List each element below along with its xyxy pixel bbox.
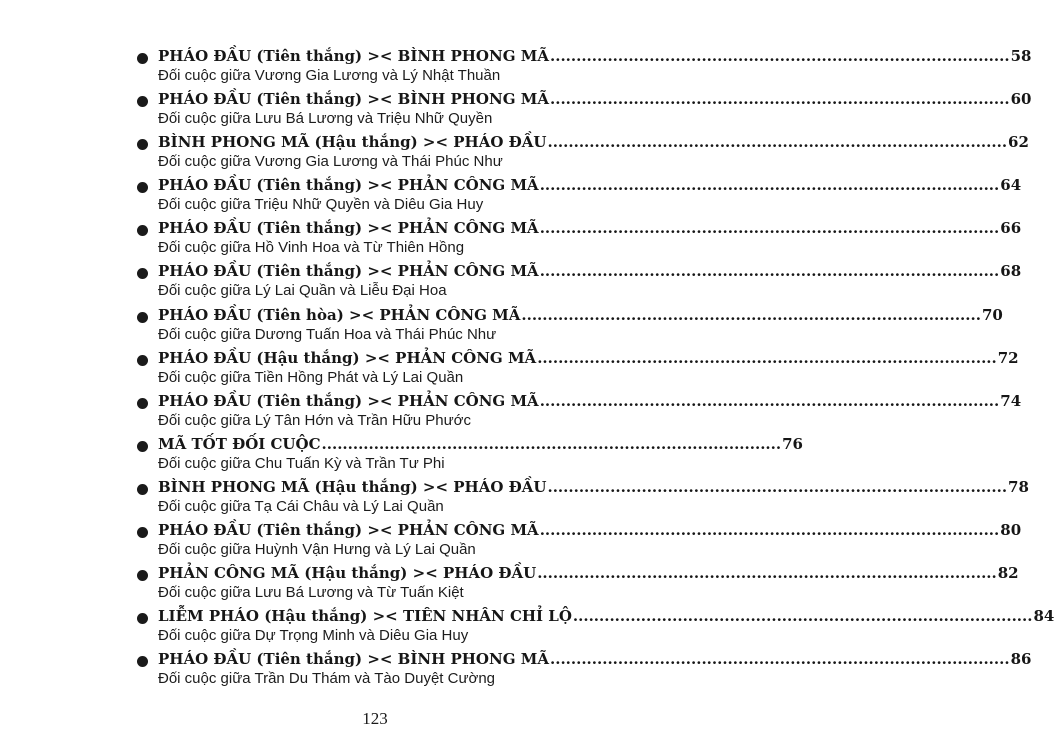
toc-title-line — [158, 259, 1022, 283]
dot-leader: ........................................................................................ — [572, 607, 1033, 626]
toc-entry — [137, 346, 1019, 389]
toc-page-number: 72 — [997, 348, 1019, 367]
table-of-contents — [137, 44, 1054, 690]
bullet-icon — [137, 441, 148, 452]
toc-page-number: 80 — [1000, 521, 1022, 540]
toc-title: PHÁO ĐẦU (Tiên thắng) >< PHẢN CÔNG MÃ — [158, 176, 539, 195]
dot-leader: ........................................................................................ — [550, 650, 1010, 669]
toc-entry — [137, 216, 1022, 259]
dot-leader: ........................................................................................ — [539, 391, 1000, 410]
toc-entry — [137, 518, 1022, 561]
dot-leader: ........................................................................................ — [550, 90, 1010, 109]
toc-title: BÌNH PHONG MÃ (Hậu thắng) >< PHÁO ĐẦU — [158, 477, 547, 496]
bullet-icon — [137, 527, 148, 538]
bullet-icon — [137, 96, 148, 107]
toc-page-number: 82 — [997, 564, 1019, 583]
dot-leader: ........................................................................................ — [537, 348, 997, 367]
dot-leader: ........................................................................................ — [539, 521, 1000, 540]
bullet-icon — [137, 570, 148, 581]
toc-page-number: 86 — [1010, 650, 1032, 669]
toc-entry — [137, 432, 803, 475]
toc-page-number: 60 — [1010, 90, 1032, 109]
page-number: 123 — [362, 709, 388, 728]
toc-match-description: Đối cuộc giữa Lý Tân Hớn và Trần Hữu Phước — [158, 411, 471, 429]
toc-entry — [137, 173, 1022, 216]
dot-leader: ........................................................................................ — [321, 434, 782, 453]
toc-page-number: 64 — [1000, 176, 1022, 195]
toc-page-number: 84 — [1033, 607, 1054, 626]
bullet-icon — [137, 139, 148, 150]
toc-entry — [137, 604, 1054, 647]
toc-match-description: Đối cuộc giữa Dự Trọng Minh và Diêu Gia Huy — [158, 627, 469, 645]
toc-match-description: Đối cuộc giữa Dương Tuấn Hoa và Thái Phúc Như — [158, 325, 497, 343]
toc-title: LIỄM PHÁO (Hậu thắng) >< TIÊN NHÂN CHỈ LỘ — [158, 607, 572, 626]
toc-entry — [137, 87, 1032, 130]
toc-title: BÌNH PHONG MÃ (Hậu thắng) >< PHÁO ĐẦU — [158, 133, 547, 152]
toc-match-description: Đối cuộc giữa Huỳnh Vận Hưng và Lý Lai Quần — [158, 541, 476, 559]
toc-title-line — [158, 130, 1029, 154]
bullet-icon — [137, 268, 148, 279]
toc-page-number: 78 — [1008, 477, 1029, 496]
toc-title: PHÁO ĐẦU (Tiên thắng) >< PHẢN CÔNG MÃ — [158, 219, 539, 238]
toc-title: PHÁO ĐẦU (Tiên thắng) >< BÌNH PHONG MÃ — [158, 90, 549, 109]
dot-leader: ........................................................................................ — [539, 176, 1000, 195]
bullet-icon — [137, 398, 148, 409]
toc-title-line — [158, 303, 1003, 327]
toc-entry — [137, 389, 1022, 432]
toc-title-line — [158, 518, 1022, 542]
dot-leader: ........................................................................................ — [537, 564, 997, 583]
toc-title-line — [158, 475, 1029, 499]
toc-match-description: Đối cuộc giữa Vương Gia Lương và Thái Phúc Như — [158, 153, 503, 171]
bullet-icon — [137, 53, 148, 64]
toc-match-description: Đối cuộc giữa Hồ Vinh Hoa và Từ Thiên Hồng — [158, 239, 465, 257]
bullet-icon — [137, 312, 148, 323]
toc-page-number: 62 — [1008, 133, 1029, 152]
toc-title: PHÁO ĐẦU (Tiên thắng) >< BÌNH PHONG MÃ — [158, 650, 549, 669]
toc-title-line — [158, 87, 1032, 111]
toc-title-line — [158, 346, 1019, 370]
toc-page-number: 68 — [1000, 262, 1022, 281]
toc-title: PHÁO ĐẦU (Tiên hòa) >< PHẢN CÔNG MÃ — [158, 305, 521, 324]
toc-match-description: Đối cuộc giữa Tạ Cái Châu và Lý Lai Quần — [158, 497, 444, 515]
toc-page-number: 74 — [1000, 391, 1022, 410]
toc-title: PHÁO ĐẦU (Tiên thắng) >< PHẢN CÔNG MÃ — [158, 391, 539, 410]
toc-title: PHÁO ĐẦU (Tiên thắng) >< PHẢN CÔNG MÃ — [158, 521, 539, 540]
bullet-icon — [137, 182, 148, 193]
toc-entry — [137, 130, 1029, 173]
toc-page-number: 76 — [782, 434, 803, 453]
toc-page-number: 70 — [981, 305, 1003, 324]
toc-title-line — [158, 561, 1019, 585]
toc-entry — [137, 561, 1019, 604]
dot-leader: ........................................................................................ — [550, 47, 1010, 65]
bullet-icon — [137, 656, 148, 667]
toc-match-description: Đối cuộc giữa Lưu Bá Lương và Triệu Nhữ Quyền — [158, 110, 493, 128]
toc-entry — [137, 475, 1029, 518]
toc-match-description: Đối cuộc giữa Lý Lai Quần và Liễu Đại Hoa — [158, 282, 447, 300]
toc-match-description: Đối cuộc giữa Lưu Bá Lương và Từ Tuấn Kiệt — [158, 584, 464, 602]
dot-leader: ........................................................................................ — [539, 219, 1000, 238]
toc-title: PHÁO ĐẦU (Tiên thắng) >< PHẢN CÔNG MÃ — [158, 262, 539, 281]
toc-match-description: Đối cuộc giữa Vương Gia Lương và Lý Nhật Thuần — [158, 67, 501, 84]
toc-title-line — [158, 647, 1032, 671]
toc-title: PHÁO ĐẦU (Tiên thắng) >< BÌNH PHONG MÃ — [158, 47, 549, 65]
dot-leader: ........................................................................................ — [547, 133, 1008, 152]
toc-match-description: Đối cuộc giữa Tiền Hồng Phát và Lý Lai Quần — [158, 368, 464, 386]
toc-title: PHẢN CÔNG MÃ (Hậu thắng) >< PHÁO ĐẦU — [158, 564, 537, 583]
toc-title-line — [158, 44, 1032, 68]
toc-entry — [137, 44, 1032, 87]
toc-title-line — [158, 389, 1022, 413]
bullet-icon — [137, 355, 148, 366]
toc-title-line — [158, 173, 1022, 197]
toc-title-line — [158, 432, 803, 456]
toc-entry — [137, 647, 1032, 690]
toc-match-description: Đối cuộc giữa Chu Tuấn Kỳ và Trần Tư Phi — [158, 454, 445, 472]
bullet-icon — [137, 225, 148, 236]
toc-title-line — [158, 604, 1054, 628]
toc-match-description: Đối cuộc giữa Triệu Nhữ Quyền và Diêu Gia Huy — [158, 196, 484, 214]
bullet-icon — [137, 613, 148, 624]
toc-title: MÃ TỐT ĐỐI CUỘC — [158, 434, 321, 453]
toc-entry — [137, 259, 1022, 302]
dot-leader: ........................................................................................ — [539, 262, 1000, 281]
dot-leader: ........................................................................................ — [521, 305, 981, 324]
toc-title: PHÁO ĐẦU (Hậu thắng) >< PHẢN CÔNG MÃ — [158, 348, 537, 367]
bullet-icon — [137, 484, 148, 495]
dot-leader: ........................................................................................ — [547, 477, 1008, 496]
toc-title-line — [158, 216, 1022, 240]
toc-page-number: 66 — [1000, 219, 1022, 238]
toc-match-description: Đối cuộc giữa Trần Du Thám và Tào Duyệt Cường — [158, 670, 496, 688]
toc-page-number: 58 — [1010, 47, 1032, 65]
toc-entry — [137, 303, 1003, 346]
